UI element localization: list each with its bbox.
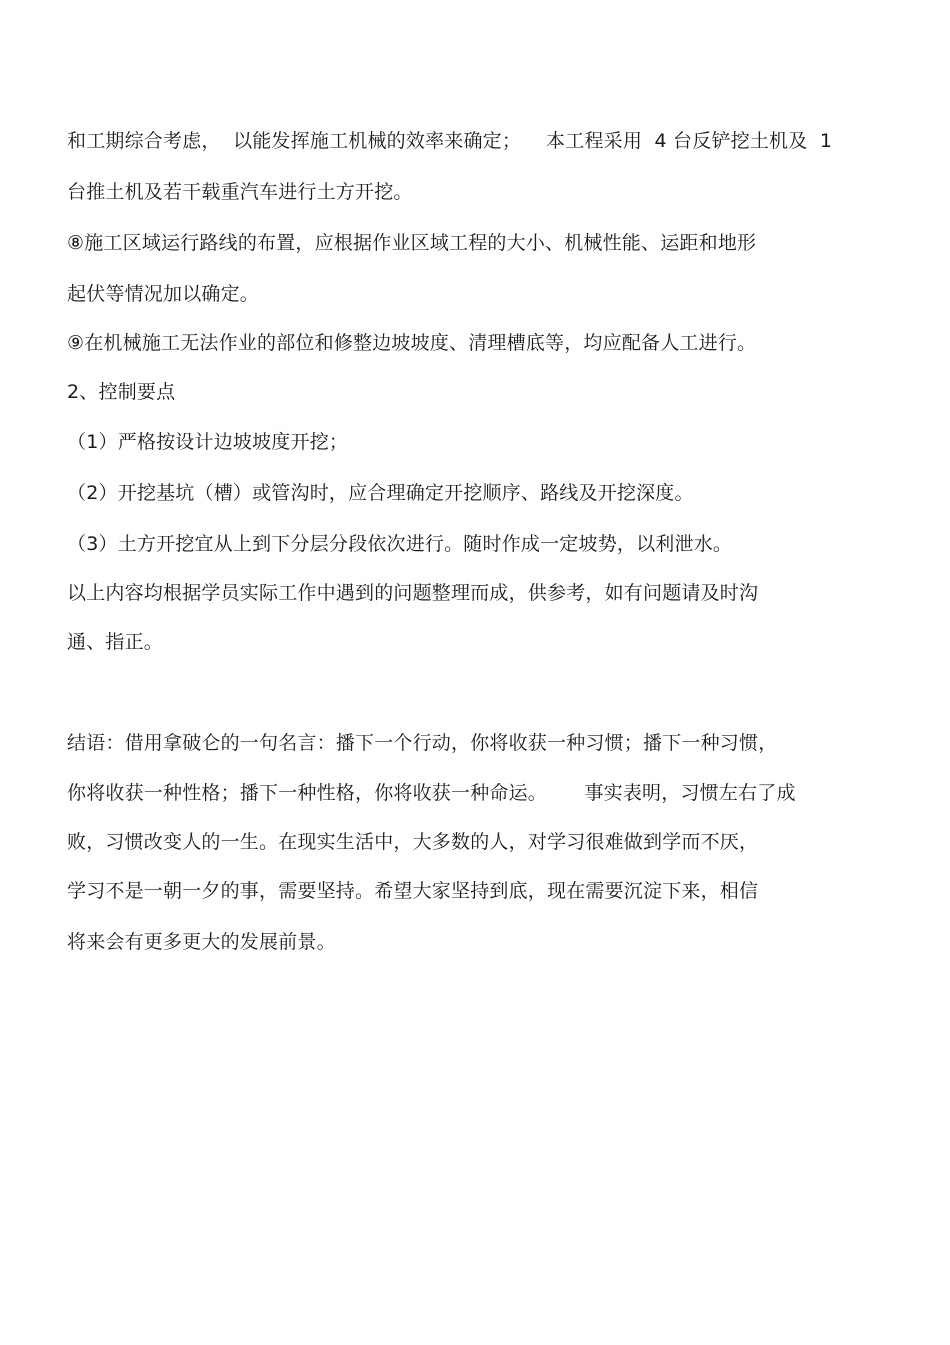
text-line: 台推土机及若干载重汽车进行土方开挖。	[67, 181, 413, 203]
conclusion-line: 你将收获一种性格；播下一种性格，你将收获一种命运。 事实表明，习惯左右了成	[67, 782, 796, 804]
conclusion-line: 学习不是一朝一夕的事，需要坚持。希望大家坚持到底，现在需要沉淀下来，相信	[67, 880, 759, 902]
conclusion-line: 败，习惯改变人的一生。在现实生活中，大多数的人，对学习很难做到学而不厌，	[67, 831, 759, 853]
list-item: （3）土方开挖宜从上到下分层分段依次进行。随时作成一定坡势，以利泄水。	[67, 533, 733, 555]
list-item: （2）开挖基坑（槽）或管沟时，应合理确定开挖顺序、路线及开挖深度。	[67, 482, 694, 504]
text-line: ⑨在机械施工无法作业的部位和修整边坡坡度、清理槽底等，均应配备人工进行。	[67, 332, 757, 354]
text-line: 通、指正。	[67, 631, 164, 653]
section-heading: 2、控制要点	[67, 381, 176, 403]
text-line: 以上内容均根据学员实际工作中遇到的问题整理而成，供参考，如有问题请及时沟	[67, 582, 759, 604]
conclusion-line: 将来会有更多更大的发展前景。	[67, 931, 336, 953]
conclusion-line: 结语：借用拿破仑的一句名言：播下一个行动，你将收获一种习惯；播下一种习惯，	[67, 732, 778, 754]
list-item: （1）严格按设计边坡坡度开挖；	[67, 431, 349, 453]
text-line: 起伏等情况加以确定。	[67, 283, 260, 305]
text-line: ⑧施工区域运行路线的布置，应根据作业区域工程的大小、机械性能、运距和地形	[67, 232, 757, 254]
text-line: 和工期综合考虑， 以能发挥施工机械的效率来确定； 本工程采用 4 台反铲挖土机及 1	[67, 130, 833, 152]
